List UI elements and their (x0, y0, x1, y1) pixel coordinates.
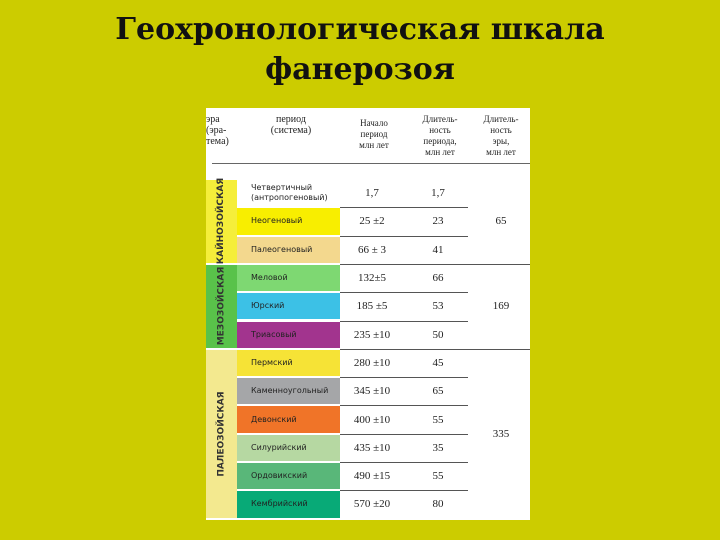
header-period-line: (система) (270, 125, 312, 136)
period-duration: 23 (432, 215, 444, 228)
row-separator (340, 292, 468, 293)
era-separator (468, 264, 530, 265)
header-period-line: период (276, 114, 306, 125)
period-row (237, 378, 472, 404)
period-start: 400 ±10 (353, 413, 391, 426)
period-duration: 35 (432, 441, 444, 454)
header-era-line: тема) (206, 136, 229, 147)
era-duration-value: 169 (492, 300, 510, 313)
period-duration: 50 (432, 328, 444, 341)
geochronological-table (206, 108, 530, 520)
era-band (206, 350, 237, 518)
period-row (237, 435, 472, 461)
row-separator (340, 207, 468, 208)
row-separator (340, 462, 468, 463)
header-era-duration-line: млн лет (486, 147, 516, 157)
era-duration-value: 335 (492, 427, 510, 440)
period-row (237, 237, 472, 263)
period-start: 345 ±10 (353, 385, 391, 398)
period-name: Меловой (237, 265, 340, 291)
period-duration: 65 (432, 385, 444, 398)
era-name: ПАЛЕОЗОЙСКАЯ (216, 391, 227, 477)
row-separator (340, 377, 468, 378)
period-name: Силурийский (237, 435, 340, 461)
period-name: Каменноугольный (237, 378, 340, 404)
period-duration: 55 (432, 413, 444, 426)
period-row (237, 322, 472, 348)
period-name: Юрский (237, 293, 340, 319)
era-band (206, 180, 237, 263)
period-start: 66 ± 3 (357, 243, 387, 256)
title-line-2: фанерозоя (265, 52, 455, 87)
period-duration: 1,7 (431, 187, 445, 200)
period-name: Триасовый (237, 322, 340, 348)
header-duration-line: периода, (423, 136, 457, 146)
period-duration: 41 (432, 243, 444, 256)
period-name: Неогеновый (237, 208, 340, 234)
header-duration-line: млн лет (425, 147, 455, 157)
header-era-line: эра (206, 114, 220, 125)
header-start-line: период (360, 129, 388, 139)
period-start: 25 ±2 (359, 215, 385, 228)
period-duration: 53 (432, 300, 444, 313)
header-era-duration (472, 114, 530, 158)
row-separator (340, 349, 468, 350)
period-row (237, 463, 472, 489)
period-name: Четвертичный (антропогеновый) (237, 180, 340, 206)
period-row (237, 491, 472, 517)
period-row (237, 208, 472, 234)
header-start-line: млн лет (359, 140, 389, 150)
era-name: МЕЗОЗОЙСКАЯ (216, 267, 227, 346)
header-start-line: Начало (360, 118, 388, 128)
period-start: 1,7 (365, 187, 379, 200)
header-start (342, 118, 406, 151)
period-name: Кембрийский (237, 491, 340, 517)
period-start: 280 ±10 (353, 356, 391, 369)
period-start: 132±5 (357, 272, 387, 285)
period-duration: 80 (432, 498, 444, 511)
period-start: 435 ±10 (353, 441, 391, 454)
header-duration-line: ность (429, 125, 451, 135)
period-row (237, 350, 472, 376)
header-era-duration-line: ность (490, 125, 512, 135)
era-duration-value: 65 (495, 215, 507, 228)
header-era-line: (эра- (206, 125, 227, 136)
row-separator (340, 405, 468, 406)
header-divider (212, 163, 530, 164)
row-separator (340, 321, 468, 322)
title-line-1: Геохронологическая шкала (115, 12, 605, 47)
period-start: 490 ±15 (353, 470, 391, 483)
row-separator (340, 236, 468, 237)
header-era-duration-line: эры, (492, 136, 510, 146)
row-separator (340, 264, 468, 265)
era-band (206, 265, 237, 348)
period-row (237, 265, 472, 291)
header-period (246, 114, 336, 136)
period-name: Пермский (237, 350, 340, 376)
period-start: 235 ±10 (353, 328, 391, 341)
period-name: Девонский (237, 406, 340, 432)
period-name: Палеогеновый (237, 237, 340, 263)
header-era-duration-line: Длитель- (483, 114, 519, 124)
slide-title (0, 10, 720, 90)
row-separator (340, 490, 468, 491)
era-name: КАЙНОЗОЙСКАЯ (216, 178, 227, 265)
period-start: 185 ±5 (356, 300, 388, 313)
row-separator (340, 434, 468, 435)
header-duration-line: Длитель- (422, 114, 458, 124)
header-duration (406, 114, 474, 158)
period-duration: 66 (432, 272, 444, 285)
period-row (237, 293, 472, 319)
period-duration: 45 (432, 356, 444, 369)
era-separator (468, 349, 530, 350)
period-name: Ордовикский (237, 463, 340, 489)
period-row (237, 180, 472, 206)
period-row (237, 406, 472, 432)
period-duration: 55 (432, 470, 444, 483)
header-era (206, 114, 237, 147)
period-start: 570 ±20 (353, 498, 391, 511)
